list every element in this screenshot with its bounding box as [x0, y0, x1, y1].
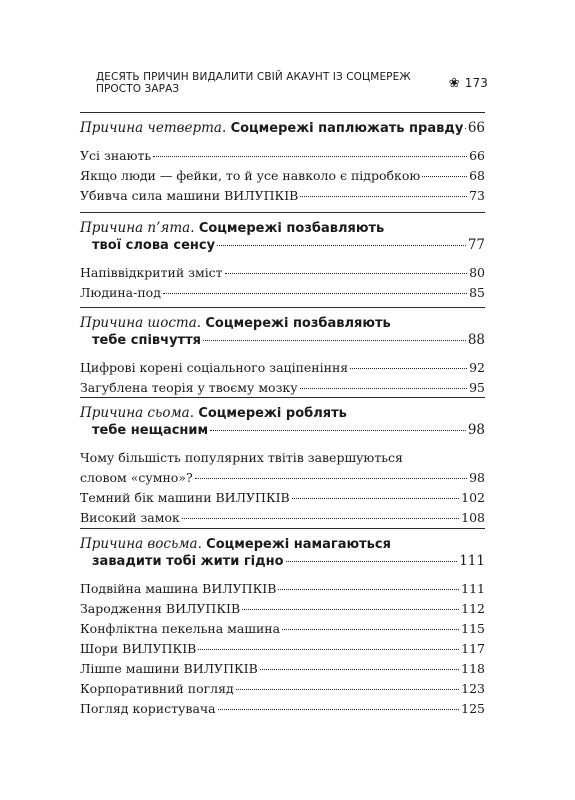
chapter-page-number: 111	[459, 553, 485, 569]
entry-page-number: 80	[469, 265, 485, 280]
entry-title: Високий замок	[80, 510, 180, 525]
chapter-title: Соцмережі позбавляють	[198, 221, 385, 236]
dot-leader	[203, 340, 466, 341]
chapter-label: Причина восьма	[80, 536, 198, 552]
toc-entry[interactable]	[80, 488, 485, 508]
chapter-title: твої слова сенсу	[92, 238, 216, 253]
entry-page-number: 111	[461, 581, 485, 596]
entry-page-number: 85	[469, 285, 485, 300]
entry-title: Погляд користувача	[80, 701, 216, 716]
entry-page-number: 108	[461, 510, 485, 525]
entry-page-number: 117	[461, 641, 485, 656]
entry-title: Корпоративний погляд	[80, 681, 234, 696]
dot-leader	[300, 388, 468, 389]
chapter-label: Причина п’ята	[80, 220, 191, 236]
chapter-label: Причина сьома	[80, 405, 190, 421]
chapter-heading[interactable]: Причина сьома. Соцмережі роблять тебе нещасним 98	[80, 405, 485, 438]
dot-leader	[210, 430, 466, 431]
entry-title: Зародження ВИЛУПКІВ	[80, 601, 241, 616]
dot-leader	[195, 478, 467, 479]
dot-leader	[218, 709, 460, 710]
toc-entry[interactable]	[80, 283, 485, 303]
chapter-page-number: 77	[467, 237, 485, 253]
entry-title: Лішпе машини ВИЛУПКІВ	[80, 661, 258, 676]
entry-page-number: 112	[461, 601, 485, 616]
entry-page-number: 73	[469, 188, 485, 203]
entry-title: Загублена теорія у твоєму мозку	[80, 380, 298, 395]
chapter-page-number: 98	[467, 422, 485, 438]
chapter-heading[interactable]: Причина п’ята. Соцмережі позбавляють твої слова сенсу 77	[80, 220, 485, 253]
chapter-divider	[80, 112, 485, 113]
entry-page-number: 125	[461, 701, 485, 716]
entry-page-number: 66	[469, 148, 485, 163]
chapter-heading[interactable]: Причина восьма. Соцмережі намагаються завадити тобі жити гідно 111	[80, 536, 485, 569]
entry-title: Подвійна машина ВИЛУПКІВ	[80, 581, 277, 596]
chapter-title: тебе співчуття	[92, 333, 201, 348]
entry-title: Убивча сила машини ВИЛУПКІВ	[80, 188, 299, 203]
toc-entry[interactable]	[80, 508, 485, 528]
chapter-title: Соцмережі позбавляють	[205, 316, 391, 331]
chapter-label: Причина четверта	[80, 120, 222, 136]
toc-entry[interactable]	[80, 358, 485, 378]
toc-entry[interactable]	[80, 619, 485, 639]
toc-entry[interactable]	[80, 448, 485, 488]
dot-leader	[153, 156, 467, 157]
chapter-label: Причина шоста	[80, 315, 197, 331]
entry-title: Темний бік машини ВИЛУПКІВ	[80, 490, 290, 505]
dot-leader	[292, 498, 459, 499]
entry-title: Якщо люди — фейки, то й усе навколо є підробкою	[80, 168, 421, 183]
entry-title: Чому більшість популярних твітів завершуються	[80, 450, 403, 465]
entry-title: Людина-под	[80, 285, 161, 300]
dot-leader	[282, 629, 459, 630]
toc-entry[interactable]	[80, 146, 485, 166]
running-title: ДЕСЯТЬ ПРИЧИН ВИДАЛИТИ СВІЙ АКАУНТ ІЗ СОЦМЕРЕЖ ПРОСТО ЗАРАЗ	[96, 71, 411, 95]
dot-leader	[350, 368, 467, 369]
chapter-heading[interactable]: Причина четверта. Соцмережі паплюжать правду 66	[80, 120, 485, 136]
toc-entry[interactable]	[80, 679, 485, 699]
toc-entry[interactable]	[80, 263, 485, 283]
entry-page-number: 123	[461, 681, 485, 696]
dot-leader	[163, 293, 467, 294]
entry-page-number: 92	[469, 360, 485, 375]
chapter-title: тебе нещасним	[92, 423, 209, 438]
dot-leader	[242, 609, 459, 610]
chapter-page-number: 66	[467, 120, 485, 136]
toc-entry[interactable]	[80, 579, 485, 599]
running-header	[96, 71, 488, 95]
toc-chapter	[80, 397, 485, 534]
chapter-divider	[80, 397, 485, 398]
dot-leader	[225, 273, 467, 274]
chapter-divider	[80, 528, 485, 529]
dot-leader	[465, 128, 466, 129]
toc-chapter	[80, 307, 485, 404]
dot-leader	[260, 669, 459, 670]
entry-page-number: 118	[461, 661, 485, 676]
entry-page-number: 102	[461, 490, 485, 505]
chapter-title: завадити тобі жити гідно	[92, 554, 284, 569]
entry-title: словом «сумно»?	[80, 470, 193, 485]
ornament-icon: ❀	[448, 75, 460, 91]
chapter-title: Соцмережі намагаються	[206, 537, 391, 552]
chapter-title: Соцмережі паплюжать правду	[230, 121, 464, 136]
dot-leader	[300, 196, 467, 197]
toc-entry[interactable]	[80, 699, 485, 719]
chapter-title: Соцмережі роблять	[198, 406, 347, 421]
toc-chapter	[80, 528, 485, 725]
entry-page-number: 115	[461, 621, 485, 636]
chapter-heading[interactable]: Причина шоста. Соцмережі позбавляють тебе співчуття 88	[80, 315, 485, 348]
dot-leader	[217, 245, 466, 246]
page-number: 173	[464, 76, 488, 90]
chapter-divider	[80, 307, 485, 308]
entry-title: Усі знають	[80, 148, 152, 163]
dot-leader	[198, 649, 459, 650]
chapter-page-number: 88	[467, 332, 485, 348]
entry-page-number: 68	[469, 168, 485, 183]
entry-title: Шори ВИЛУПКІВ	[80, 641, 197, 656]
dot-leader	[182, 518, 459, 519]
dot-leader	[236, 689, 459, 690]
toc-entry[interactable]	[80, 166, 485, 186]
entry-title: Цифрові корені соціального заціпеніння	[80, 360, 349, 375]
entry-title: Напіввідкритий зміст	[80, 265, 223, 280]
dot-leader	[286, 561, 458, 562]
toc-entry[interactable]	[80, 659, 485, 679]
toc-entry[interactable]	[80, 186, 485, 206]
toc-chapter	[80, 112, 485, 212]
entry-page-number: 95	[469, 380, 485, 395]
chapter-divider	[80, 212, 485, 213]
entry-page-number: 98	[469, 470, 485, 485]
dot-leader	[422, 176, 467, 177]
toc-entry[interactable]	[80, 378, 485, 398]
dot-leader	[278, 589, 459, 590]
toc-entry[interactable]	[80, 639, 485, 659]
toc-entry[interactable]	[80, 599, 485, 619]
entry-title: Конфліктна пекельна машина	[80, 621, 281, 636]
toc-chapter	[80, 212, 485, 309]
